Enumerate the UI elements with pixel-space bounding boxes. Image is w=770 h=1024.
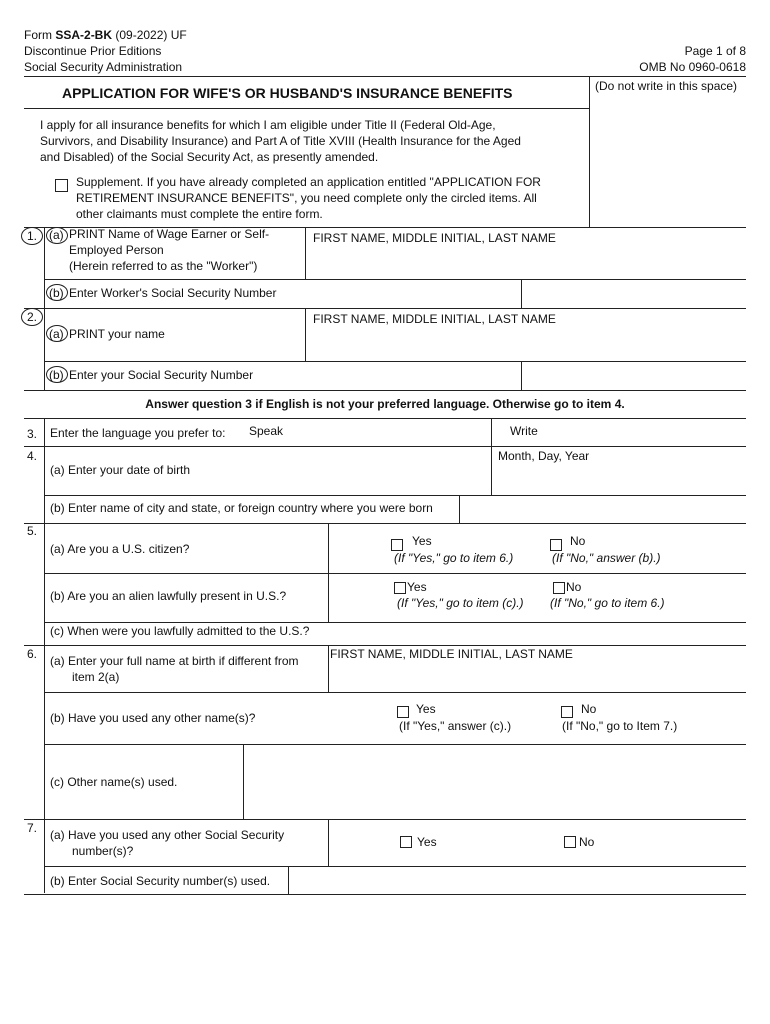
- admission-date-input[interactable]: [330, 623, 746, 645]
- intro-line-3: and Disabled) of the Social Security Act, as presently amended.: [40, 150, 379, 164]
- row-divider: [24, 819, 746, 820]
- item-1a-marker: (a): [49, 228, 64, 242]
- row-divider: [24, 645, 746, 646]
- alien-yes-checkbox[interactable]: [394, 582, 406, 594]
- item-2b-label: Enter your Social Security Number: [69, 368, 254, 382]
- worker-name-header: FIRST NAME, MIDDLE INITIAL, LAST NAME: [313, 231, 556, 245]
- row-divider: [24, 446, 746, 447]
- speak-label: Speak: [249, 424, 284, 438]
- other-names-yes-label: Yes: [416, 702, 436, 716]
- row-divider: [24, 418, 746, 419]
- alien-no-checkbox[interactable]: [553, 582, 565, 594]
- item-6-number: 6.: [27, 647, 38, 661]
- row-divider: [24, 894, 746, 895]
- alien-no-label: No: [566, 580, 582, 594]
- header-divider: [24, 76, 746, 77]
- row-divider: [24, 308, 746, 309]
- other-names-no-note: (If "No," go to Item 7.): [562, 719, 678, 733]
- item-6a-divider: [328, 645, 329, 692]
- office-use-divider: [589, 76, 590, 228]
- item-7-number: 7.: [27, 821, 38, 835]
- item-6a-label-line-1: (a) Enter your full name at birth if different from: [50, 654, 299, 668]
- intro-line-2: Survivors, and Disability Insurance) and Part A of Title XVIII (Health Insurance for the Aged: [40, 134, 521, 148]
- prior-editions-note: Discontinue Prior Editions: [24, 44, 162, 58]
- citizen-yes-note: (If "Yes," go to item 6.): [394, 551, 514, 565]
- item-2a-marker: (a): [49, 327, 64, 341]
- item-1a-label-line-2: Employed Person: [69, 243, 164, 257]
- item-3-label: Enter the language you prefer to:: [50, 426, 226, 440]
- applicant-name-input[interactable]: [306, 328, 746, 360]
- date-of-birth-input[interactable]: [492, 466, 746, 494]
- citizen-no-note: (If "No," answer (b).): [552, 551, 661, 565]
- citizen-yes-label: Yes: [412, 534, 432, 548]
- alien-yes-label: Yes: [407, 580, 427, 594]
- alien-no-note: (If "No," go to item 6.): [550, 596, 665, 610]
- title-underline: [24, 108, 589, 109]
- item-6b-label: (b) Have you used any other name(s)?: [50, 711, 256, 725]
- supplement-checkbox[interactable]: [55, 179, 68, 192]
- item-4-number: 4.: [27, 449, 38, 463]
- other-ssn-no-label: No: [579, 835, 595, 849]
- citizen-no-label: No: [570, 534, 586, 548]
- omb-number: OMB No 0960-0618: [639, 60, 746, 74]
- other-names-no-label: No: [581, 702, 597, 716]
- write-language-input[interactable]: [550, 420, 746, 444]
- citizen-no-checkbox[interactable]: [550, 539, 562, 551]
- other-ssn-yes-checkbox[interactable]: [400, 836, 412, 848]
- row-divider: [24, 523, 746, 524]
- form-id: SSA-2-BK: [55, 28, 113, 42]
- alien-yes-note: (If "Yes," go to item (c).): [397, 596, 524, 610]
- row-divider: [24, 390, 746, 391]
- item-2a-label: PRINT your name: [69, 327, 165, 341]
- item-1-number: 1.: [27, 229, 38, 243]
- item-3-number: 3.: [27, 427, 38, 441]
- item-6a-label-line-2: item 2(a): [72, 670, 120, 684]
- other-names-yes-note: (If "Yes," answer (c).): [399, 719, 512, 733]
- other-ssn-no-checkbox[interactable]: [564, 836, 576, 848]
- other-names-yes-checkbox[interactable]: [397, 706, 409, 718]
- item-2-number: 2.: [27, 310, 38, 324]
- item-4b-label: (b) Enter name of city and state, or foreign country where you were born: [50, 501, 433, 515]
- speak-language-input[interactable]: [290, 420, 490, 444]
- item-5c-label: (c) When were you lawfully admitted to the U.S.?: [50, 624, 310, 638]
- birth-name-input[interactable]: [330, 664, 746, 691]
- item-5-number: 5.: [27, 524, 38, 538]
- applicant-ssn-input[interactable]: [522, 362, 746, 390]
- birthplace-input[interactable]: [460, 496, 746, 523]
- worker-name-input[interactable]: [306, 248, 746, 278]
- row-divider: [44, 692, 746, 693]
- item-1a-label-line-1: PRINT Name of Wage Earner or Self-: [69, 227, 270, 241]
- worker-ssn-input[interactable]: [522, 280, 746, 308]
- form-title: APPLICATION FOR WIFE'S OR HUSBAND'S INSURANCE BENEFITS: [62, 85, 513, 101]
- birth-name-header: FIRST NAME, MIDDLE INITIAL, LAST NAME: [330, 647, 573, 661]
- other-names-input[interactable]: [244, 745, 746, 818]
- write-label: Write: [510, 424, 538, 438]
- other-ssn-input[interactable]: [289, 867, 746, 893]
- form-number: Form SSA-2-BK (09-2022) UF: [24, 28, 187, 42]
- number-column-divider: [44, 418, 45, 893]
- citizen-yes-checkbox[interactable]: [391, 539, 403, 551]
- item-1b-label: Enter Worker's Social Security Number: [69, 286, 277, 300]
- other-ssn-yes-label: Yes: [417, 835, 437, 849]
- page-number: Page 1 of 8: [684, 44, 746, 58]
- item-4a-label: (a) Enter your date of birth: [50, 463, 191, 477]
- item-7a-label-line-1: (a) Have you used any other Social Security: [50, 828, 285, 842]
- item-2b-marker: (b): [49, 368, 64, 382]
- row-divider: [44, 573, 746, 574]
- date-of-birth-hint: Month, Day, Year: [498, 449, 590, 463]
- language-instruction: Answer question 3 if English is not your preferred language. Otherwise go to item 4.: [145, 397, 625, 411]
- supplement-line-2: RETIREMENT INSURANCE BENEFITS", you need complete only the circled items. All: [76, 191, 537, 205]
- supplement-line-3: other claimants must complete the entire form.: [76, 207, 323, 221]
- supplement-line-1: Supplement. If you have already completed an application entitled "APPLICATION FOR: [76, 175, 541, 189]
- office-use-note: (Do not write in this space): [595, 79, 738, 93]
- agency-name: Social Security Administration: [24, 60, 183, 74]
- applicant-name-header: FIRST NAME, MIDDLE INITIAL, LAST NAME: [313, 312, 556, 326]
- item-1a-label-line-3: (Herein referred to as the "Worker"): [69, 259, 258, 273]
- intro-line-1: I apply for all insurance benefits for which I am eligible under Title II (Federal Old-Age,: [40, 118, 496, 132]
- item-7b-label: (b) Enter Social Security number(s) used.: [50, 874, 271, 888]
- item-6c-label: (c) Other name(s) used.: [50, 775, 178, 789]
- item-7a-divider: [328, 819, 329, 866]
- item-1b-marker: (b): [49, 286, 64, 300]
- other-names-no-checkbox[interactable]: [561, 706, 573, 718]
- item-7a-label-line-2: number(s)?: [72, 844, 134, 858]
- item-5a-label: (a) Are you a U.S. citizen?: [50, 542, 190, 556]
- item-5b-label: (b) Are you an alien lawfully present in U.S.?: [50, 589, 287, 603]
